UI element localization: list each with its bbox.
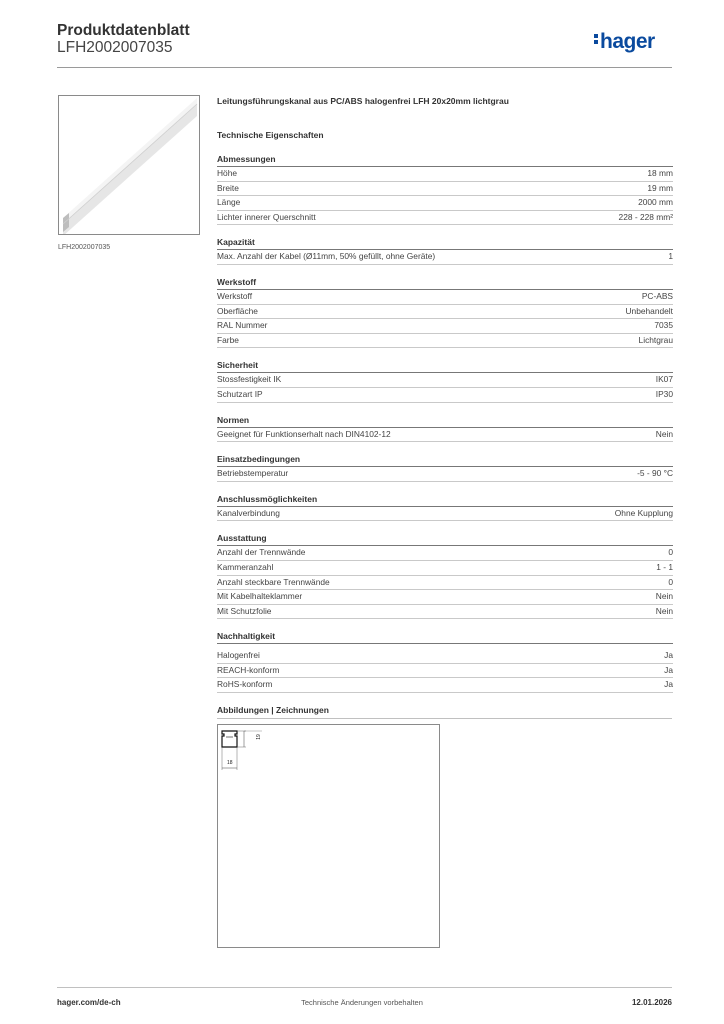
spec-label: Anzahl steckbare Trennwände <box>217 576 330 587</box>
spec-row <box>217 605 673 620</box>
cable-duct-image-icon <box>59 96 199 234</box>
spec-row <box>217 576 673 591</box>
spec-label: Werkstoff <box>217 290 253 301</box>
spec-row <box>217 678 673 693</box>
spec-row <box>217 290 673 305</box>
spec-value: 19 mm <box>647 182 673 193</box>
logo-text: hager <box>600 30 655 53</box>
header-product-code: LFH2002007035 <box>57 39 173 56</box>
spec-row <box>217 196 673 211</box>
spec-value: 0 <box>668 576 673 587</box>
spec-value: Nein <box>655 428 673 439</box>
spec-value: 1 - 1 <box>656 561 673 572</box>
product-photo <box>58 95 200 235</box>
spec-value: IK07 <box>655 374 673 385</box>
spec-label: RAL Nummer <box>217 320 268 331</box>
spec-label: Geeignet für Funktionserhalt nach DIN4102-12 <box>217 428 391 439</box>
footer-website[interactable]: hager.com/de-ch <box>57 998 121 1007</box>
dimension-width-label: 18 <box>227 760 233 766</box>
spec-section <box>217 360 673 402</box>
spec-value: 18 mm <box>647 168 673 178</box>
spec-section <box>217 154 673 225</box>
spec-label: REACH-konform <box>217 664 280 675</box>
spec-row <box>217 467 673 482</box>
spec-value: Ja <box>664 679 673 690</box>
spec-row <box>217 319 673 334</box>
spec-row <box>217 373 673 388</box>
spec-section <box>217 494 673 522</box>
footer-disclaimer: Technische Änderungen vorbehalten <box>301 998 423 1007</box>
footer-divider <box>57 987 672 988</box>
section-title: Ausstattung <box>217 533 673 546</box>
section-title: Sicherheit <box>217 360 673 373</box>
spec-value: Ja <box>664 664 673 675</box>
section-title: Kapazität <box>217 237 673 250</box>
spec-value: 2000 mm <box>638 197 673 208</box>
spec-section <box>217 454 673 482</box>
spec-label: Anzahl der Trennwände <box>217 547 306 558</box>
spec-value: -5 - 90 °C <box>637 468 673 479</box>
spec-row <box>217 211 673 226</box>
spec-value: 7035 <box>654 320 673 331</box>
spec-value: Unbehandelt <box>625 305 673 316</box>
tech-properties-heading: Technische Eigenschaften <box>217 130 324 140</box>
spec-section <box>217 415 673 443</box>
spec-row <box>217 388 673 403</box>
section-title: Werkstoff <box>217 277 673 290</box>
spec-label: Schutzart IP <box>217 388 263 399</box>
dimension-height-label: 19 <box>255 734 262 740</box>
spec-value: 1 <box>668 251 673 262</box>
product-description: Leitungsführungskanal aus PC/ABS halogenfrei LFH 20x20mm lichtgrau <box>217 96 509 106</box>
spec-value: IP30 <box>655 388 673 399</box>
spec-section <box>217 277 673 348</box>
technical-drawing <box>217 724 440 948</box>
spec-row <box>217 334 673 349</box>
header-divider <box>57 67 672 68</box>
spec-label: Kammeranzahl <box>217 561 274 572</box>
duct-profile-drawing-icon <box>218 725 439 947</box>
images-heading: Abbildungen | Zeichnungen <box>217 705 329 715</box>
spec-value: Ja <box>664 650 673 661</box>
section-title: Normen <box>217 415 673 428</box>
spec-row <box>217 664 673 679</box>
spec-sections <box>217 154 673 693</box>
spec-row <box>217 507 673 522</box>
footer-date: 12.01.2026 <box>631 998 672 1007</box>
spec-label: Höhe <box>217 168 238 178</box>
spec-row <box>217 167 673 182</box>
spec-section <box>217 533 673 619</box>
spec-label: Farbe <box>217 334 239 345</box>
spec-label: Betriebstemperatur <box>217 468 289 479</box>
spec-label: Oberfläche <box>217 305 258 316</box>
spec-label: Länge <box>217 197 241 208</box>
section-title: Nachhaltigkeit <box>217 631 673 644</box>
hager-logo <box>594 30 655 54</box>
spec-row <box>217 250 673 265</box>
spec-label: Stossfestigkeit IK <box>217 374 282 385</box>
spec-label: Kanalverbindung <box>217 507 280 518</box>
spec-value: Nein <box>655 591 673 602</box>
spec-content <box>217 96 673 693</box>
spec-label: Lichter innerer Querschnitt <box>217 211 316 222</box>
spec-row <box>217 590 673 605</box>
spec-label: Max. Anzahl der Kabel (Ø11mm, 50% gefüllt, ohne Geräte) <box>217 251 436 262</box>
header-title: Produktdatenblatt <box>57 22 190 39</box>
spec-value: PC-ABS <box>641 290 673 301</box>
section-title: Abmessungen <box>217 154 673 167</box>
logo-dots-icon <box>594 32 598 46</box>
spec-value: 0 <box>668 547 673 558</box>
spec-label: Halogenfrei <box>217 650 260 661</box>
section-title: Anschlussmöglichkeiten <box>217 494 673 507</box>
spec-label: Breite <box>217 182 239 193</box>
images-divider <box>217 718 672 719</box>
spec-label: Mit Kabelhalteklammer <box>217 591 303 602</box>
spec-row <box>217 561 673 576</box>
spec-value: Lichtgrau <box>638 334 673 345</box>
photo-caption: LFH2002007035 <box>58 244 111 251</box>
spec-value: Ohne Kupplung <box>614 507 673 518</box>
spec-row <box>217 428 673 443</box>
spec-section <box>217 631 673 693</box>
spec-value: Nein <box>655 605 673 616</box>
spec-label: RoHS-konform <box>217 679 273 690</box>
spec-row <box>217 649 673 664</box>
spec-label: Mit Schutzfolie <box>217 605 272 616</box>
spec-row <box>217 182 673 197</box>
section-title: Einsatzbedingungen <box>217 454 673 467</box>
spec-row <box>217 305 673 320</box>
spec-row <box>217 546 673 561</box>
spec-value: 228 - 228 mm² <box>618 211 673 222</box>
spec-section <box>217 237 673 265</box>
